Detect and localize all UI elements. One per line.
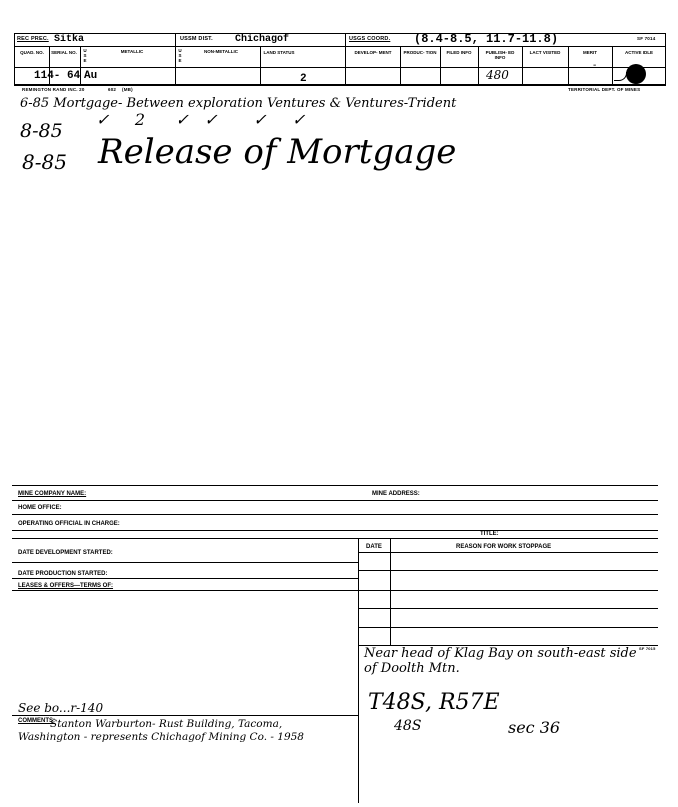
usgs-coord-value: (8.4-8.5, 11.7-11.8) [414,32,559,46]
note-line-3-text: Release of Mortgage [98,132,457,172]
note-line-1: 6-85 Mortgage- Between exploration Ventures & Ventures-Trident [20,96,457,111]
col-quad: QUAD. NO. [20,50,44,55]
ussm-dist-value: Chichagof [235,34,290,45]
col-metallic: METALLIC [120,49,144,54]
home-office-label: HOME OFFICE: [18,505,62,511]
location-note: Near head of Klag Bay on south-east side of Doolth Mtn. [364,646,637,676]
printer-note: REMINGTON RAND INC. 20 [22,87,85,92]
township-range: T48S, R57E [368,690,500,715]
col-land-status: LAND STATUS [263,50,295,55]
active-dot-icon [626,64,646,84]
printer-code-2: (MB) [122,87,133,92]
ussm-dist-label: USSM DIST. [180,36,213,42]
col-active: ACTIVE IDLE [624,50,653,55]
township-correction: 48S [394,718,422,734]
col-merit: MERIT [583,50,597,55]
col-u-marker: U S E [83,48,87,63]
reason-column-header: REASON FOR WORK STOPPAGE [456,544,552,550]
col-serial: SERIAL NO. [51,50,77,55]
date-production-started-label: DATE PRODUCTION STARTED: [18,571,108,577]
title-label: TITLE: [480,531,499,537]
form-number: SF 7014 [637,36,656,41]
printer-code: 602 [108,87,117,92]
see-note: See bo...r-140 [18,701,104,715]
col-last-visited: LACT VISITED [529,50,561,55]
mine-address-label: MINE ADDRESS: [372,491,420,497]
metallic-value: Au [84,70,98,82]
published-value: 480 [486,68,509,82]
quad-serial-value: 114- 64 [34,70,81,82]
form-number-2: SF 7015 [639,646,656,651]
note-line-2-date: 8-85 [20,120,63,142]
note-line-2-marks: ✓ 2 ✓ ✓ ✓ ✓ [96,110,306,129]
col-non-metallic: NON-METALLIC [204,49,238,54]
comments-label: COMMENTS: [18,718,55,724]
land-status-value: 2 [300,73,307,85]
bracket-mark-icon [614,72,627,81]
merit-value: - [593,60,597,71]
date-column-header: DATE [366,544,382,550]
operating-official-label: OPERATING OFFICIAL IN CHARGE: [18,521,120,527]
section-number: sec 36 [508,718,561,737]
rec-prec-label: REC PREC. [17,36,49,42]
comments-text: Stanton Warburton- Rust Building, Tacoma, Washington - represents Chichagof Mining Co. - 1958 [18,718,304,743]
col-u-marker-2: U S E [178,48,182,63]
rec-prec-value: Sitka [54,34,85,45]
leases-offers-label: LEASES & OFFERS—TERMS OF: [18,583,114,589]
col-production: PRODUC- TION [403,50,437,55]
date-development-started-label: DATE DEVELOPMENT STARTED: [18,550,113,556]
usgs-coord-label: USGS COORD. [349,36,391,42]
note-line-3-date: 8-85 [22,150,67,174]
dept-name: TERRITORIAL DEPT. OF MINES [568,87,641,92]
col-published: PUBLISH- ED INFO [485,50,515,60]
mine-company-name-label: MINE COMPANY NAME: [18,491,87,497]
col-filed: FILED INFO [446,50,472,55]
col-develop: DEVELOP- MENT [354,50,392,55]
